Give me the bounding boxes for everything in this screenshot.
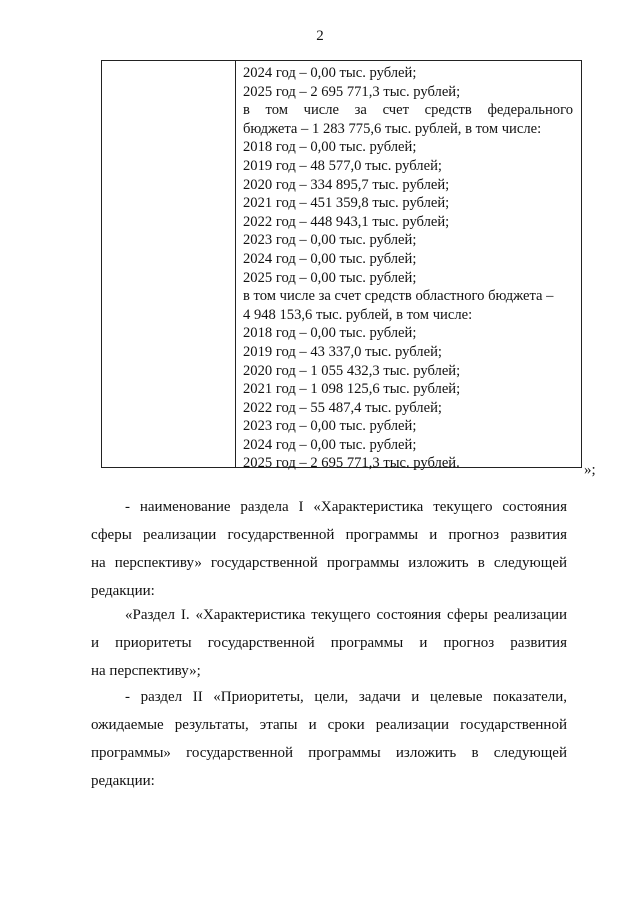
paragraph-line: ожидаемые результаты, этапы и сроки реализации государственной <box>91 717 567 733</box>
table-line: 2020 год – 1 055 432,3 тыс. рублей; <box>243 362 461 379</box>
paragraph-line: «Раздел I. «Характеристика текущего состояния сферы реализации <box>125 607 567 623</box>
paragraph-section-2 <box>91 683 567 795</box>
table-line: 2025 год – 0,00 тыс. рублей; <box>243 269 417 286</box>
table-line: бюджета – 1 283 775,6 тыс. рублей, в том числе: <box>243 120 542 137</box>
table-line: 2022 год – 55 487,4 тыс. рублей; <box>243 399 442 416</box>
table-line: 2018 год – 0,00 тыс. рублей; <box>243 325 417 342</box>
paragraph-line: на перспективу» государственной программы изложить в следующей <box>91 555 567 571</box>
paragraph-line: программы» государственной программы изложить в следующей <box>91 745 567 761</box>
table-line: 2025 год – 2 695 771,3 тыс. рублей. <box>243 455 460 472</box>
table-line: 2024 год – 0,00 тыс. рублей; <box>243 436 417 453</box>
table-line: 2024 год – 0,00 тыс. рублей; <box>243 65 417 81</box>
table-right-cell <box>236 61 581 472</box>
paragraph-line: - раздел II «Приоритеты, цели, задачи и целевые показатели, <box>125 689 567 705</box>
closing-quote-mark: »; <box>584 462 596 478</box>
table-line: 2020 год – 334 895,7 тыс. рублей; <box>243 176 450 193</box>
paragraph-section-1-new-title <box>91 601 567 685</box>
table-line: 2021 год – 451 359,8 тыс. рублей; <box>243 195 450 212</box>
table-line: 2025 год – 2 695 771,3 тыс. рублей; <box>243 83 461 100</box>
table-line: в том числе за счет средств федерального <box>243 102 573 119</box>
table-line: 4 948 153,6 тыс. рублей, в том числе: <box>243 306 473 323</box>
paragraph-line: редакции: <box>91 773 155 789</box>
table-line: 2018 год – 0,00 тыс. рублей; <box>243 139 417 156</box>
table-line: 2019 год – 48 577,0 тыс. рублей; <box>243 157 442 174</box>
paragraph-line: редакции: <box>91 583 155 599</box>
table-line: в том числе за счет средств областного бюджета – <box>243 288 554 305</box>
paragraph-line: на перспективу»; <box>91 663 201 679</box>
table-left-cell <box>102 61 236 467</box>
table-line: 2023 год – 0,00 тыс. рублей; <box>243 418 417 435</box>
table-line: 2024 год – 0,00 тыс. рублей; <box>243 250 417 267</box>
paragraph-line: и приоритеты государственной программы и прогноз развития <box>91 635 567 651</box>
table-line: 2022 год – 448 943,1 тыс. рублей; <box>243 213 450 230</box>
table-line: 2019 год – 43 337,0 тыс. рублей; <box>243 343 442 360</box>
table-line: 2023 год – 0,00 тыс. рублей; <box>243 232 417 249</box>
paragraph-section-1-title <box>91 493 567 605</box>
paragraph-line: - наименование раздела I «Характеристика текущего состояния <box>125 499 567 515</box>
page-number: 2 <box>316 28 324 44</box>
table-line: 2021 год – 1 098 125,6 тыс. рублей; <box>243 381 461 398</box>
budget-table <box>101 60 582 472</box>
paragraph-line: сферы реализации государственной программы и прогноз развития <box>91 527 567 543</box>
